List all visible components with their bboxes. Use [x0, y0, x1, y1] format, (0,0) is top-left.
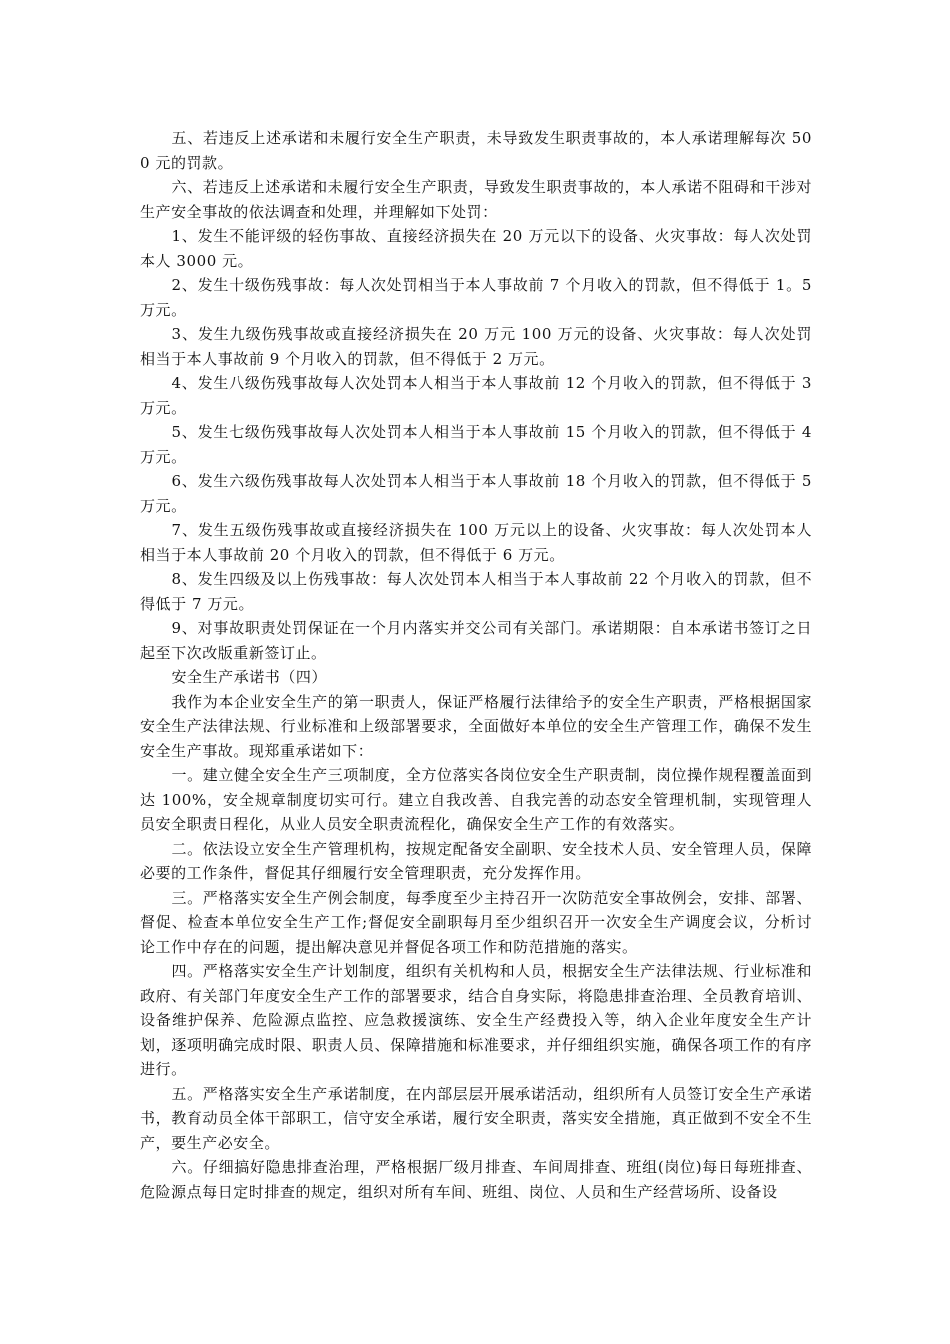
paragraph-item-2: 二。依法设立安全生产管理机构，按规定配备安全副职、安全技术人员、安全管理人员，保障必要的工作条件，督促其仔细履行安全管理职责，充分发挥作用。 — [140, 839, 812, 882]
paragraph-penalty-6: 6、发生六级伤残事故每人次处罚本人相当于本人事故前 18 个月收入的罚款，但不得低于 5 万元。 — [140, 472, 812, 515]
paragraph-penalty-4: 4、发生八级伤残事故每人次处罚本人相当于本人事故前 12 个月收入的罚款，但不得低于 3 万元。 — [140, 374, 812, 417]
paragraph-item-5: 五。严格落实安全生产承诺制度，在内部层层开展承诺活动，组织所有人员签订安全生产承诺书，教育动员全体干部职工，信守安全承诺，履行安全职责，落实安全措施，真正做到不安全不生产，要生产必安全。 — [140, 1084, 812, 1152]
paragraph-penalty-7: 7、发生五级伤残事故或直接经济损失在 100 万元以上的设备、火灾事故：每人次处罚本人相当于本人事故前 20 个月收入的罚款，但不得低于 6 万元。 — [140, 521, 812, 564]
paragraph-item-4: 四。严格落实安全生产计划制度，组织有关机构和人员，根据安全生产法律法规、行业标准和政府、有关部门年度安全生产工作的部署要求，结合自身实际，将隐患排查治理、全员教育培训、设备维护保养、危险源点监控、应急救援演练、安全生产经费投入等，纳入企业年度安全生产计划，逐项明确完成时限、职责人员、保障措施和标准要求，并仔细组织实施，确保各项工作的有序进行。 — [140, 962, 812, 1078]
paragraph-penalty-5: 5、发生七级伤残事故每人次处罚本人相当于本人事故前 15 个月收入的罚款，但不得低于 4 万元。 — [140, 423, 812, 466]
paragraph-item-3: 三。严格落实安全生产例会制度，每季度至少主持召开一次防范安全事故例会，安排、部署、督促、检查本单位安全生产工作;督促安全副职每月至少组织召开一次安全生产调度会议，分析讨论工作中存在的问题，提出解决意见并督促各项工作和防范措施的落实。 — [140, 888, 812, 956]
paragraph-penalty-2: 2、发生十级伤残事故：每人次处罚相当于本人事故前 7 个月收入的罚款，但不得低于 1。5 万元。 — [140, 276, 812, 319]
paragraph-intro: 我作为本企业安全生产的第一职责人，保证严格履行法律给予的安全生产职责，严格根据国家安全生产法律法规、行业标准和上级部署要求，全面做好本单位的安全生产管理工作，确保不发生安全生产事故。现郑重承诺如下： — [140, 692, 812, 760]
paragraph-item-1: 一。建立健全安全生产三项制度，全方位落实各岗位安全生产职责制，岗位操作规程覆盖面到达 100%，安全规章制度切实可行。建立自我改善、自我完善的动态安全管理机制，实现管理人员安全职责日程化，从业人员安全职责流程化，确保安全生产工作的有效落实。 — [140, 766, 812, 833]
paragraph-commitment-6: 六、若违反上述承诺和未履行安全生产职责，导致发生职责事故的，本人承诺不阻碍和干涉对生产安全事故的依法调查和处理，并理解如下处罚： — [140, 178, 812, 221]
section-title: 安全生产承诺书（四） — [171, 668, 328, 686]
paragraph-penalty-9: 9、对事故职责处罚保证在一个月内落实并交公司有关部门。承诺期限：自本承诺书签订之日起至下次改版重新签订止。 — [140, 619, 812, 662]
document-body — [140, 126, 812, 1204]
paragraph-commitment-5: 五、若违反上述承诺和未履行安全生产职责，未导致发生职责事故的，本人承诺理解每次 500 元的罚款。 — [140, 129, 812, 172]
paragraph-penalty-1: 1、发生不能评级的轻伤事故、直接经济损失在 20 万元以下的设备、火灾事故：每人次处罚本人 3000 元。 — [140, 227, 812, 270]
paragraph-penalty-3: 3、发生九级伤残事故或直接经济损失在 20 万元 100 万元的设备、火灾事故：每人次处罚相当于本人事故前 9 个月收入的罚款，但不得低于 2 万元。 — [140, 325, 812, 368]
paragraph-penalty-8: 8、发生四级及以上伤残事故：每人次处罚本人相当于本人事故前 22 个月收入的罚款，但不得低于 7 万元。 — [140, 570, 812, 613]
paragraph-item-6: 六。仔细搞好隐患排查治理，严格根据厂级月排查、车间周排查、班组(岗位)每日每班排查、危险源点每日定时排查的规定，组织对所有车间、班组、岗位、人员和生产经营场所、设备设 — [140, 1158, 812, 1201]
